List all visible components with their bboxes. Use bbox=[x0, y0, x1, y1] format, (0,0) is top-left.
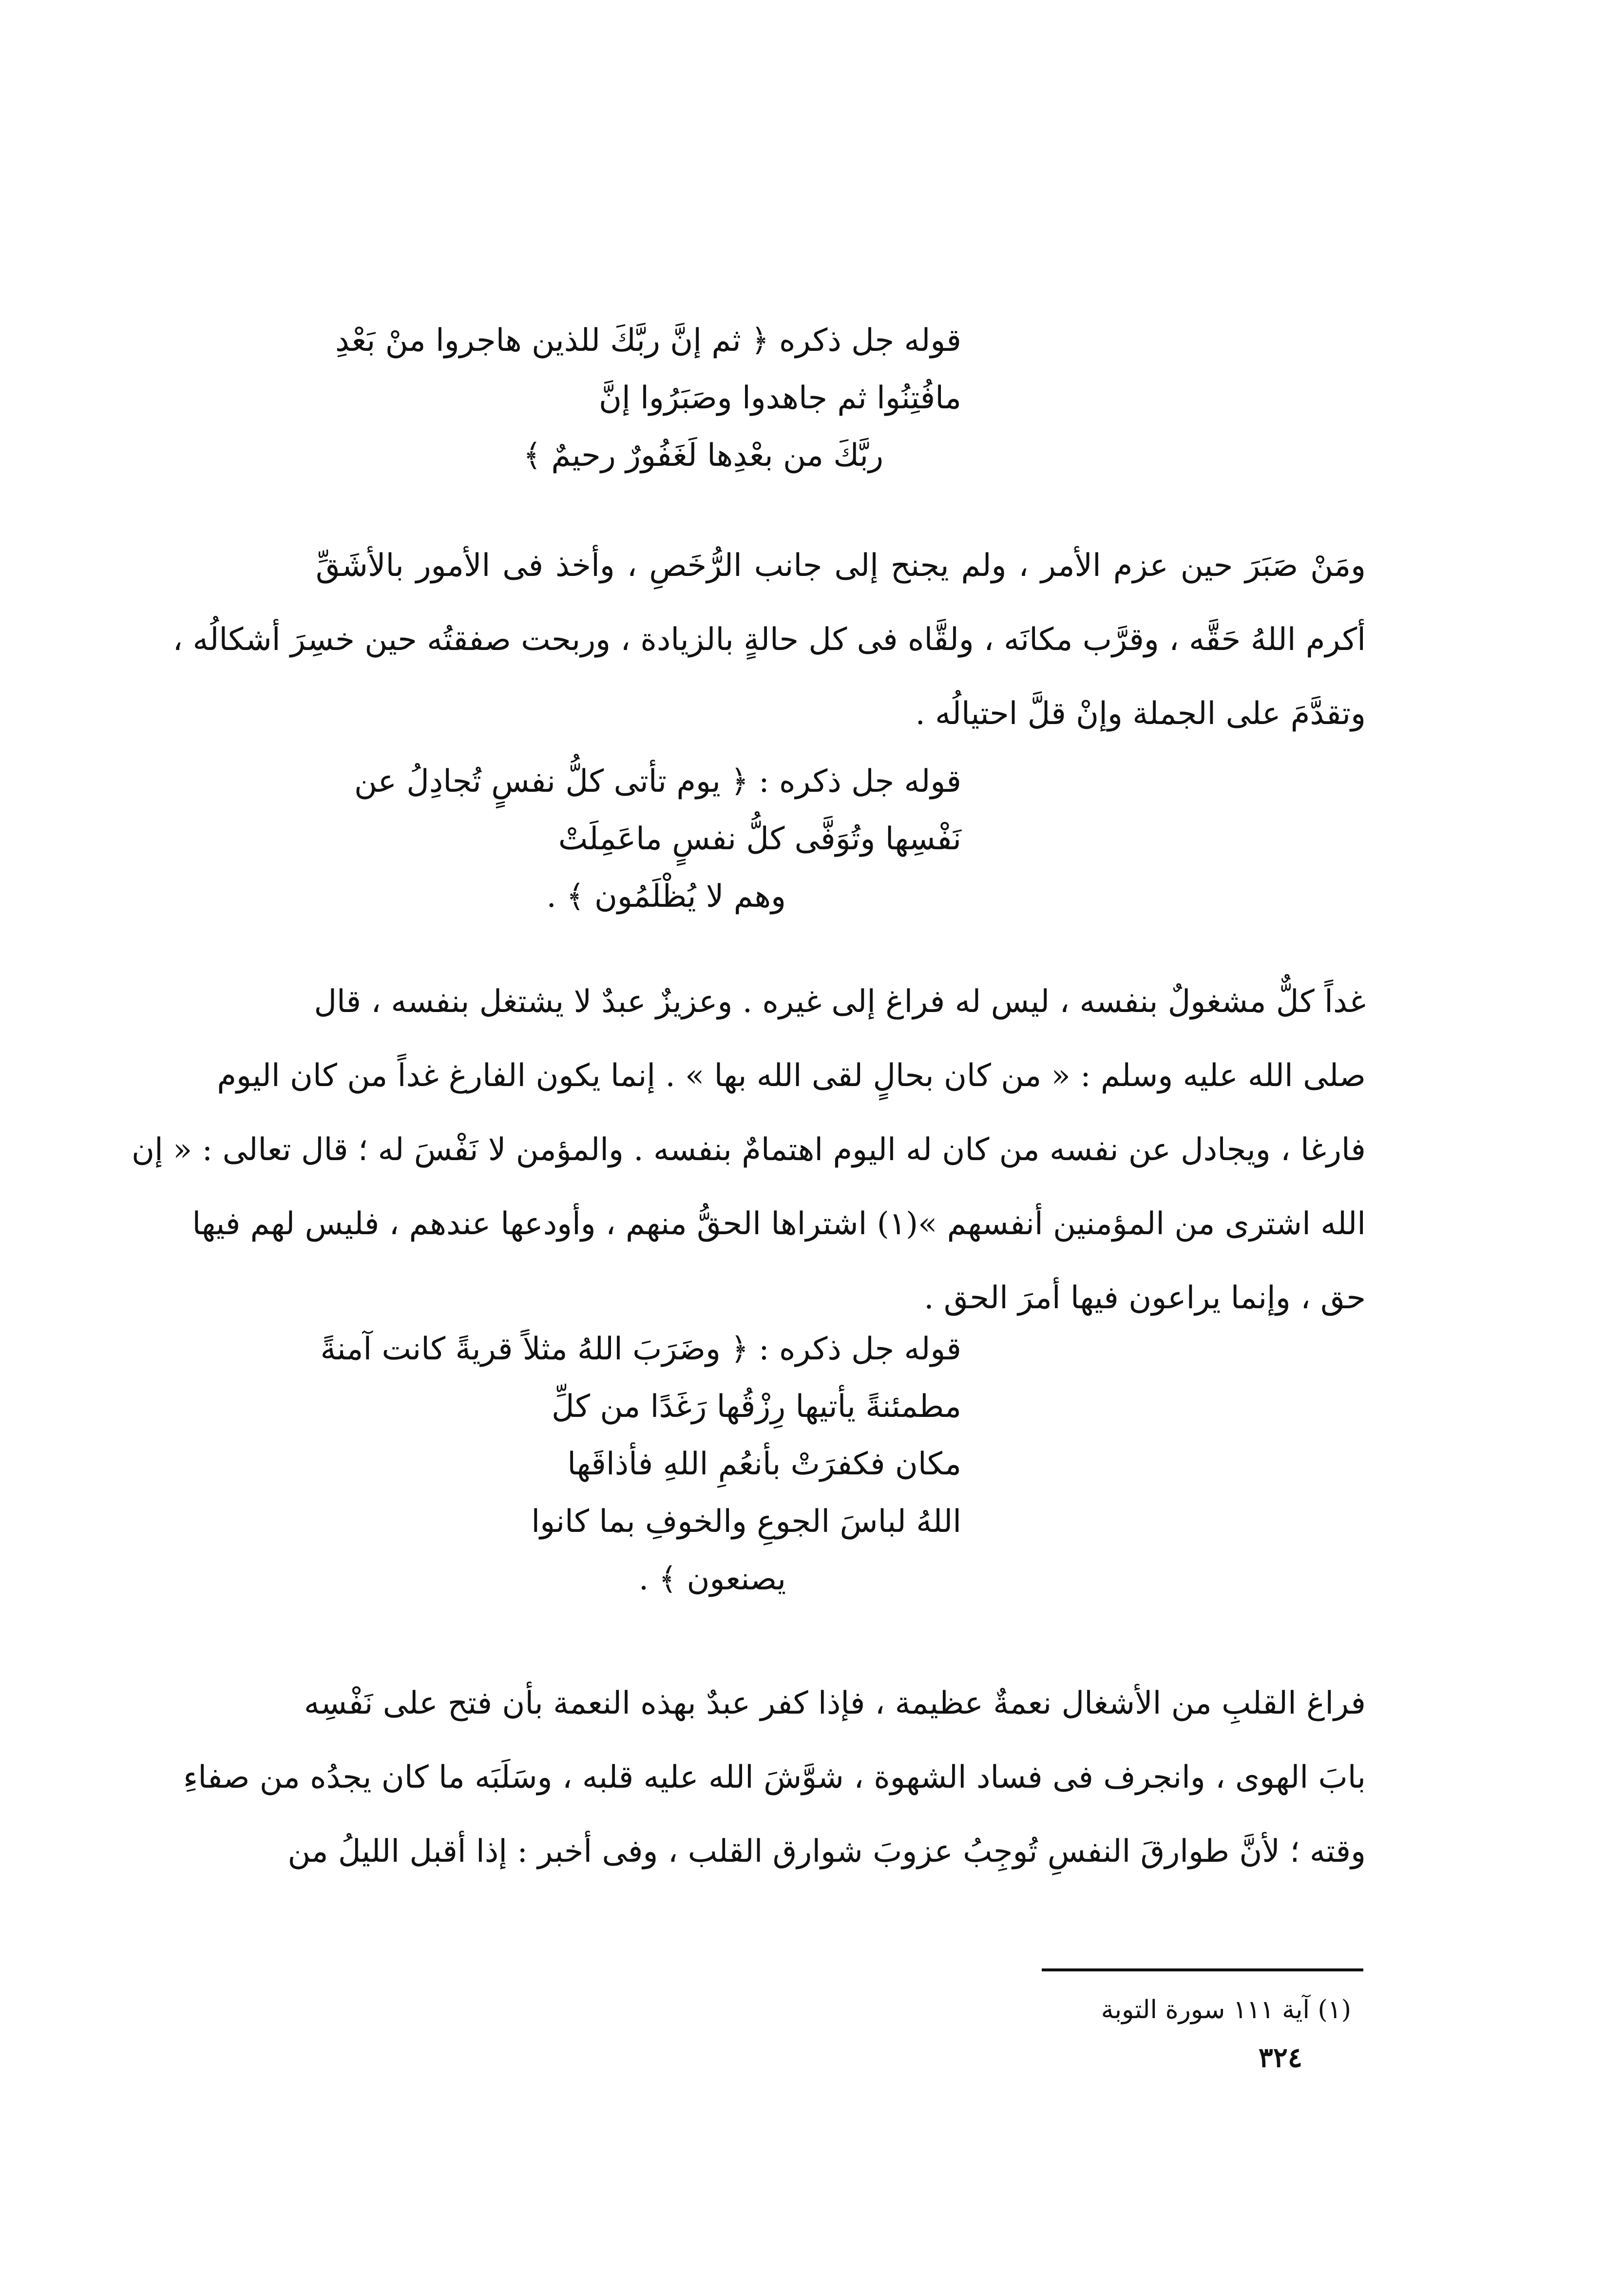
footnote: (١) آية ١١١ سورة التوبة bbox=[1101, 1995, 1351, 2024]
footnote-separator bbox=[1042, 1968, 1363, 1971]
paragraph-line: غداً كلٌّ مشغولٌ بنفسه ، ليس له فراغ إلى غيره . وعزيزٌ عبدٌ لا يشتغل بنفسه ، قال bbox=[314, 984, 1366, 1020]
verse-line: مكان فكفرَتْ بأنعُمِ اللهِ فأذاقَها bbox=[567, 1446, 961, 1482]
verse-line: قوله جل ذكره : ﴿ يوم تأتى كلُّ نفسٍ تُجادِلُ عن bbox=[354, 764, 961, 800]
verse-line: قوله جل ذكره : ﴿ وضَرَبَ اللهُ مثلاً قريةً كانت آمنةً bbox=[320, 1331, 961, 1367]
paragraph-line: صلى الله عليه وسلم : « من كان بحالٍ لقى الله بها » . إنما يكون الفارغ غداً من كان اليوم bbox=[217, 1058, 1366, 1094]
commentary-paragraph-3 bbox=[183, 1666, 1366, 1889]
verse-line: قوله جل ذكره ﴿ ثم إنَّ ربَّكَ للذين هاجروا منْ بَعْدِ bbox=[335, 323, 961, 359]
paragraph-line: ومَنْ صَبَرَ حين عزم الأمر ، ولم يجنح إلى جانب الرُّخَصِ ، وأخذ فى الأمور بالأشَقِّ bbox=[316, 548, 1366, 584]
page-number: ٣٢٤ bbox=[1258, 2042, 1302, 2074]
verse-line: يصنعون ﴾ . bbox=[638, 1561, 786, 1597]
commentary-paragraph-2 bbox=[132, 965, 1366, 1335]
commentary-paragraph-1 bbox=[172, 529, 1366, 751]
paragraph-line: فارغا ، ويجادل عن نفسه من كان له اليوم اهتمامٌ بنفسه . والمؤمن لا نَفْسَ له ؛ قال تعالى : « إن bbox=[132, 1132, 1366, 1168]
paragraph-line: وتقدَّمَ على الجملة وإنْ قلَّ احتيالُه . bbox=[915, 696, 1366, 732]
quran-verse-block-2 bbox=[265, 753, 961, 925]
verse-line: نَفْسِها وتُوَفَّى كلُّ نفسٍ ماعَمِلَتْ bbox=[558, 821, 961, 857]
paragraph-line: فراغ القلبِ من الأشغال نعمةٌ عظيمة ، فإذا كفر عبدٌ بهذه النعمة بأن فتح على نَفْسِه bbox=[304, 1685, 1366, 1721]
paragraph-line: حق ، وإنما يراعون فيها أمرَ الحق . bbox=[924, 1280, 1366, 1316]
paragraph-line: الله اشترى من المؤمنين أنفسهم »(١) اشتراها الحقُّ منهم ، وأودعها عندهم ، فليس لهم فيها bbox=[192, 1206, 1366, 1242]
verse-line: مافُتِنُوا ثم جاهدوا وصَبَرُوا إنَّ bbox=[598, 380, 961, 416]
paragraph-line: بابَ الهوى ، وانجرف فى فساد الشهوة ، شوَّشَ الله عليه قلبه ، وسَلَبَه ما كان يجدُه من صفاءِ bbox=[183, 1759, 1366, 1795]
verse-line: ربَّكَ من بعْدِها لَغَفُورٌ رحيمٌ ﴾ bbox=[523, 438, 883, 474]
quran-verse-block-3 bbox=[265, 1320, 961, 1608]
paragraph-line: وقته ؛ لأنَّ طوارقَ النفسِ تُوجِبُ عزوبَ شوارق القلب ، وفى أخبر : إذا أقبل الليلُ من bbox=[287, 1833, 1366, 1870]
verse-line: مطمئنةً يأتيها رِزْقُها رَغَدًا من كلِّ bbox=[552, 1389, 961, 1425]
quran-verse-block-1 bbox=[265, 312, 961, 484]
paragraph-line: أكرم اللهُ حَقَّه ، وقرَّب مكانَه ، ولقَّاه فى كل حالةٍ بالزيادة ، وربحت صفقتُه حين خسِرَ أشكالُه ، bbox=[172, 622, 1366, 658]
verse-line: وهم لا يُظْلَمُون ﴾ . bbox=[546, 878, 786, 915]
verse-line: اللهُ لباسَ الجوعِ والخوفِ بما كانوا bbox=[531, 1504, 961, 1540]
